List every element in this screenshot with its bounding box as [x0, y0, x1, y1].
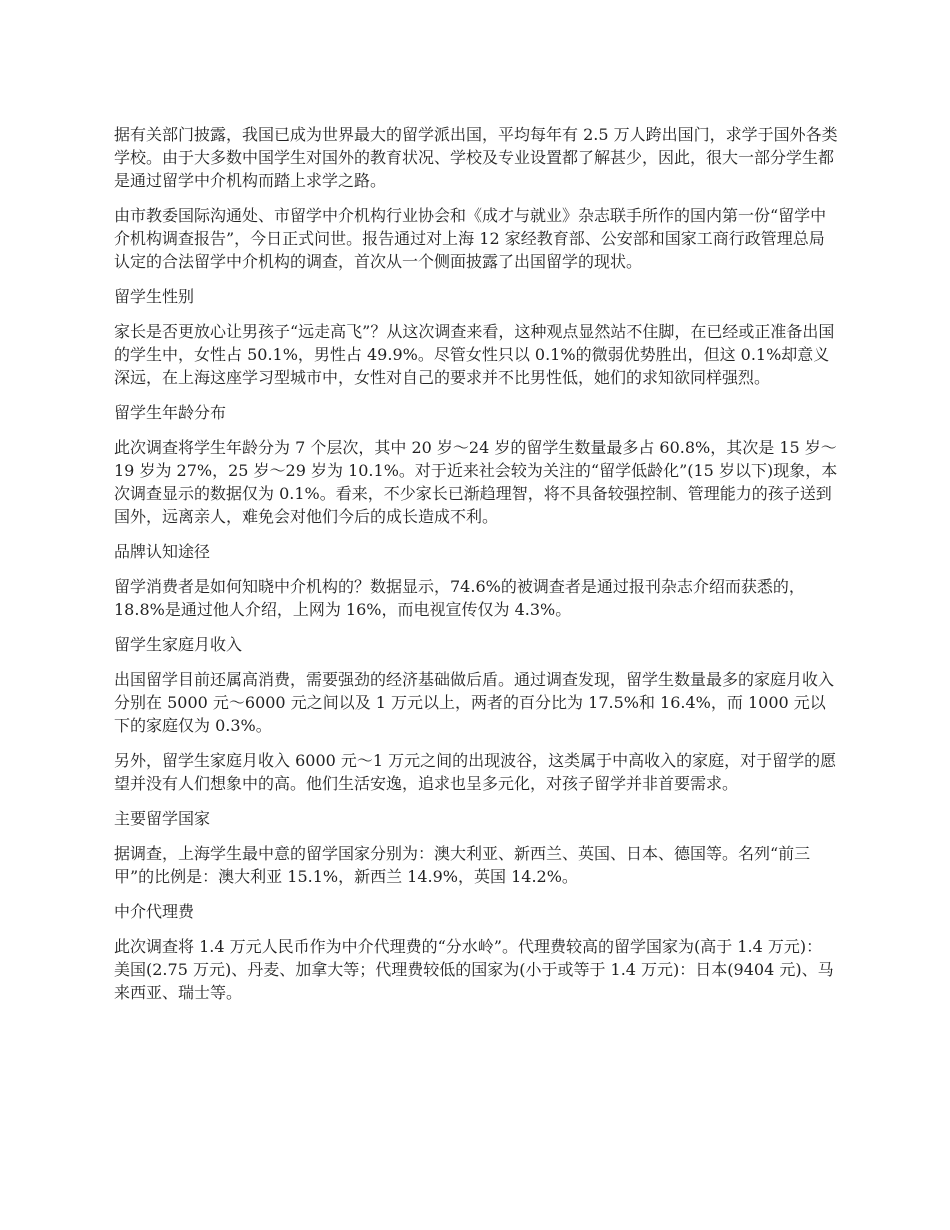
section-heading-countries: 主要留学国家 [114, 809, 211, 828]
section-heading-fee: 中介代理费 [114, 902, 195, 921]
intro-paragraph: 据有关部门披露，我国已成为世界最大的留学派出国，平均每年有 2.5 万人跨出国门，求学于国外各类学校。由于大多数中国学生对国外的教育状况、学校及专业设置都了解甚少，因此，很大一部分学生都是通过留学中介机构而踏上求学之路。 [114, 125, 838, 190]
countries-paragraph: 据调查，上海学生最中意的留学国家分别为：澳大利亚、新西兰、英国、日本、德国等。名列“前三甲”的比例是：澳大利亚 15.1%，新西兰 14.9%，英国 14.2%。 [114, 844, 811, 886]
section-heading-brand: 品牌认知途径 [114, 542, 211, 561]
report-paragraph: 由市教委国际沟通处、市留学中介机构行业协会和《成才与就业》杂志联手所作的国内第一份“留学中介机构调查报告”，今日正式问世。报告通过对上海 12 家经教育部、公安部和国家工商行政管理总局认定的合法留学中介机构的调查，首次从一个侧面披露了出国留学的现状。 [114, 206, 827, 271]
section-heading-gender: 留学生性别 [114, 287, 195, 306]
section-heading-age: 留学生年龄分布 [114, 403, 227, 422]
income-paragraph-2: 另外，留学生家庭月收入 6000 元～1 万元之间的出现波谷，这类属于中高收入的家庭，对于留学的愿望并没有人们想象中的高。他们生活安逸，追求也呈多元化，对孩子留学并非首要需求。 [114, 751, 837, 793]
brand-paragraph: 留学消费者是如何知晓中介机构的？数据显示，74.6%的被调查者是通过报刊杂志介绍而获悉的，18.8%是通过他人介绍，上网为 16%，而电视宣传仅为 4.3%。 [114, 577, 805, 619]
gender-paragraph: 家长是否更放心让男孩子“远走高飞”？从这次调查来看，这种观点显然站不住脚，在已经或正准备出国的学生中，女性占 50.1%，男性占 49.9%。尽管女性只以 0.1%的微弱优势胜出，但这 0.1%却意义深远，在上海这座学习型城市中，女性对自己的要求并不比男性低，她们的求知欲同样强烈。 [114, 322, 835, 387]
income-paragraph-1: 出国留学目前还属高消费，需要强劲的经济基础做后盾。通过调查发现，留学生数量最多的家庭月收入分别在 5000 元～6000 元之间以及 1 万元以上，两者的百分比为 17.5%和 16.4%，而 1000 元以下的家庭仅为 0.3%。 [114, 670, 835, 735]
age-paragraph: 此次调查将学生年龄分为 7 个层次，其中 20 岁～24 岁的留学生数量最多占 60.8%，其次是 15 岁～19 岁为 27%，25 岁～29 岁为 10.1%。对于近来社会较为关注的“留学低龄化”(15 岁以下)现象，本次调查显示的数据仅为 0.1%。看来，不少家长已渐趋理智，将不具备较强控制、管理能力的孩子送到国外，远离亲人，难免会对他们今后的成长造成不利。 [114, 438, 838, 526]
fee-paragraph: 此次调查将 1.4 万元人民币作为中介代理费的“分水岭”。代理费较高的留学国家为(高于 1.4 万元)：美国(2.75 万元)、丹麦、加拿大等；代理费较低的国家为(小于或等于 1.4 万元)：日本(9404 元)、马来西亚、瑞士等。 [114, 937, 834, 1002]
section-heading-income: 留学生家庭月收入 [114, 635, 243, 654]
